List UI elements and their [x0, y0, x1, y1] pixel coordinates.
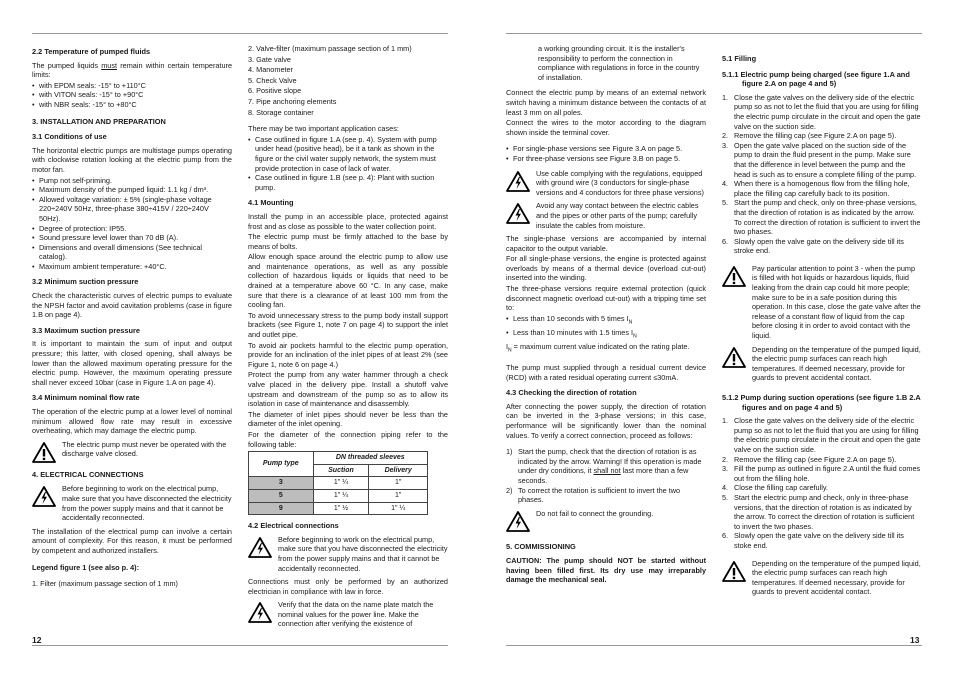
table-header-dn: DN threaded sleeves — [313, 452, 427, 465]
table-cell: 1" — [369, 477, 428, 490]
list-item: 5. Start the pump and check, only on three-phase versions, that the direction of rotation is as indicated by the arrow. To correct the direction of rotation is sufficient to invert the two phases. — [722, 198, 921, 237]
text: Start the pump and check, only on three-phase versions, that the direction of rotation is as indicated by the arrow. To correct the direction of rotation is sufficient to invert the two phases. — [734, 198, 921, 237]
warning-temperature-1 — [722, 345, 922, 383]
legend-item: 6. Positive slope — [248, 86, 302, 96]
para-cases: There may be two important application cases: — [248, 124, 399, 134]
legend-item: 8. Storage container — [248, 107, 314, 117]
list-item: 2) To correct the rotation is sufficient to invert the two phases. — [506, 485, 681, 505]
heading-4-2: 4.2 Electrical connections — [248, 521, 339, 531]
cases-list — [248, 135, 448, 193]
para-wires: Connect the wires to the motor according to the diagram shown inside the terminal cover. — [506, 118, 706, 137]
text: Start the electric pump and check, only in three-phase versions, that the direction of rotation is as indicated by the arrow. To correct the direction of rotation is sufficient to invert the two phases. — [734, 492, 915, 531]
table-cell: 9 — [249, 502, 314, 515]
table-header-type: Pump type — [249, 452, 314, 477]
list-item: 3. Open the gate valve placed on the suction side of the pump to drain the fluid present in the pump. Make sure that the difference in level between the pump and the head is such as to ensure a complete filling of the pump. — [722, 140, 917, 179]
para-three-phase: The three-phase versions require external protection (quick disconnect magnetic overload cut-out) with a tripping time set to: — [506, 284, 706, 313]
warning-electric-2 — [248, 535, 448, 573]
temperature-list — [32, 81, 232, 110]
list-item — [506, 314, 706, 328]
para-3-2: Check the characteristic curves of electric pumps to evaluate the NPSH factor and avoid cavitation problems (case in figure 1.B on page 4). — [32, 291, 232, 320]
warning-text: Depending on the temperature of the pumped liquid, the electric pump surfaces can reach high temperatures. If deemed necessary, provide for guards to prevent accidental contact. — [752, 344, 921, 383]
table-cell: 1" ½ — [313, 502, 369, 515]
text: Remove the filling cap (see Figure 2.A on page 5). — [734, 131, 897, 141]
list-item: 2. Remove the filling cap (see Figure 2.A on page 5). — [722, 454, 897, 464]
rotation-steps — [506, 447, 706, 505]
list-item — [506, 328, 706, 342]
list-item: • with NBR seals: -15° to +80°C — [32, 100, 232, 110]
table-header-delivery: Delivery — [369, 464, 428, 477]
para-mount-4: To avoid unnecessary stress to the pump body install support brackets (see Figure 1, note 7 on page 4) to support the inlet and outlet pipe. — [248, 310, 448, 340]
heading-3: 3. INSTALLATION AND PREPARATION — [32, 116, 166, 126]
warning-text: Pay particular attention to point 3 - when the pump is filled with hot liquids or hazardous liquids, fluid leaking from the drain cap could hit more people; make sure to be in a safe position during this operation. In this case, close the gate valve after the release of a constant flow of liquid from the cap before closing it in order to avoid contact with the liquid. — [752, 263, 921, 341]
electric-hazard-icon — [32, 486, 56, 507]
caution-text: CAUTION: The pump should NOT be started without having been filled first. Its dry use may irreparably damage the mechanical seal. — [506, 556, 706, 585]
heading-4-1: 4.1 Mounting — [248, 198, 294, 208]
text: Less than 10 seconds with 5 times I — [513, 313, 629, 323]
text-must: must — [101, 60, 118, 70]
list-item: 6. Slowly open the valve gate on the delivery side till its stroke end. — [722, 236, 904, 256]
list-item: 4. When there is a homogenous flow from the filling hole, place the filling cap carefully back to its position. — [722, 179, 910, 198]
table-row — [249, 489, 428, 502]
electric-hazard-icon — [506, 511, 530, 532]
text: = maximum current value indicated on the rating plate. — [511, 341, 690, 351]
para-capacitor: The single-phase versions are accompanied by internal capacitor to the output variable. — [506, 234, 706, 253]
para-2-2 — [32, 61, 232, 80]
warning-cable — [506, 169, 706, 198]
subscript: N — [633, 333, 637, 340]
right-top-rule — [506, 33, 922, 34]
text: To correct the rotation is sufficient to invert the two phases. — [518, 485, 681, 505]
table-row — [249, 502, 428, 515]
heading-5-1: 5.1 Filling — [722, 54, 757, 63]
text: Remove the filling cap (see Figure 2.A on page 5). — [734, 454, 897, 464]
warning-grounding — [506, 509, 706, 532]
heading-4: 4. ELECTRICAL CONNECTIONS — [32, 469, 144, 479]
list-item: 6. Slowly open the gate valve on the delivery side till its stoke end. — [722, 531, 904, 550]
filling-steps — [722, 93, 922, 256]
warning-avoid-contact — [506, 201, 706, 230]
heading-5-1-2: 5.1.2 Pump during suction operations (see figure 1.B 2.A figures and on page 4 and 5) — [722, 393, 921, 412]
list-item: • Degree of protection: IP55. — [32, 224, 232, 234]
right-bottom-rule — [506, 645, 922, 646]
electric-hazard-icon — [506, 171, 530, 192]
para-4: The installation of the electrical pump can involve a certain amount of complexity. For this reason, it must be performed by competent and authorized installers. — [32, 526, 232, 555]
para-in-definition — [506, 342, 706, 356]
warning-text: Before beginning to work on the electrical pump, make sure that you have disconnected the electricity from the power supply mains and that it cannot be accidentally reconnected. — [62, 484, 232, 523]
legend-item: 5. Check Valve — [248, 75, 297, 85]
heading-5: 5. COMMISSIONING — [506, 541, 576, 551]
warning-text: Use cable complying with the regulations, equipped with ground wire (3 conductors for single-phase versions and 4 conductors for three phase versions) — [536, 168, 704, 197]
legend-item: 7. Pipe anchoring elements — [248, 96, 337, 106]
text: Close the gate valves on the delivery side of the electric pump so as not to let the fluid that you are using for filling the electric pump circulate in the circuit and open the gate valve on the suction side. — [734, 416, 921, 454]
list-item: • For single-phase versions see Figure 3.A on page 5. — [506, 144, 706, 154]
subscript: N — [508, 347, 512, 354]
para-mount-2: The electric pump must be firmly attached to the base by means of bolts. — [248, 232, 448, 251]
column-4 — [722, 44, 922, 601]
table-cell: 1" ¼ — [313, 489, 369, 502]
legend-item: 2. Valve-filter (maximum passage section of 1 mm) — [248, 44, 412, 53]
list-item: • Pump not self-priming. — [32, 176, 232, 186]
text: Fill the pump as outlined in figure 2.A until the fluid comes out from the filling hole. — [734, 464, 921, 483]
electric-hazard-icon — [248, 602, 272, 623]
list-item: • Sound pressure level lower than 70 dB (A). — [32, 233, 232, 243]
heading-5-1-1: 5.1.1 Electric pump being charged (see figure 1.A and figure 2.A on page 4 and 5) — [722, 69, 910, 89]
electric-hazard-icon — [248, 537, 272, 558]
versions-list — [506, 144, 706, 163]
text: Open the gate valve placed on the suction side of the pump to drain the fluid present in the pump. Make sure that the difference in level between the pump and the head is such as to ensure a complete filling of the pump. — [734, 140, 917, 179]
list-item: • Case outlined in figure 1.A (see p. 4). System with pump under head (positive head), be it a tank as shown in the figure or the civil water supply network, the system must provide protection in case of lack of water. — [248, 135, 448, 173]
list-item: • Case outlined in figure 1.B (see p. 4): Plant with suction pump. — [248, 173, 448, 192]
list-item: • Allowed voltage variation: ± 5% (single-phase voltage 220÷240V 50Hz, three-phase 380÷415V / 220÷240V 50Hz). — [32, 195, 232, 224]
text: Start the pump, check that the direction of rotation is as indicated by the arrow. Warning! If this operation is made under dry conditions, it — [518, 447, 702, 476]
suction-steps — [722, 416, 922, 550]
list-item: 1. Close the gate valves on the delivery side of the electric pump so as not to let the fluid that you are using for filling the electric pump circulate in the circuit and open the gate valve on the suction side. — [722, 92, 921, 131]
column-3 — [506, 44, 706, 586]
list-item: • with VITON seals: -15° to +90°C — [32, 90, 232, 100]
text: Slowly open the gate valve on the delivery side till its stoke end. — [734, 531, 904, 550]
electric-hazard-icon — [506, 203, 530, 224]
warning-icon — [722, 266, 746, 287]
para-switch: Connect the electric pump by means of an external network switch having a minimum distance between the contacts of at least 3 mm on all poles. — [506, 88, 706, 117]
warning-temperature-2 — [722, 559, 922, 597]
list-item: 5. Start the electric pump and check, only in three-phase versions, that the direction of rotation is as indicated by the arrow. To correct the direction of rotation is sufficient to invert the two phases. — [722, 492, 915, 531]
text: Close the gate valves on the delivery side of the electric pump so as not to let the fluid that you are using for filling the electric pump circulate in the circuit and open the gate valve on the suction side. — [734, 92, 921, 131]
list-item: • Dimensions and overall dimensions (See technical catalog). — [32, 243, 232, 262]
legend-item: 3. Gate valve — [248, 54, 291, 64]
legend-list — [248, 44, 448, 117]
column-1 — [32, 44, 232, 590]
table-row — [249, 477, 428, 490]
legend-title: Legend figure 1 (see also p. 4): — [32, 562, 140, 572]
warning-icon — [722, 561, 746, 582]
text-shall-not: shall not — [593, 466, 621, 476]
page-number-left: 12 — [32, 635, 42, 645]
table-cell: 3 — [249, 477, 314, 490]
left-top-rule — [32, 33, 448, 34]
list-item: 2. Remove the filling cap (see Figure 2.A on page 5). — [722, 131, 897, 141]
list-item: 3. Fill the pump as outlined in figure 2.A until the fluid comes out from the filling hole. — [722, 464, 921, 483]
pipe-diameter-table — [248, 451, 428, 515]
text: remain within certain temperature limits: — [32, 60, 233, 80]
heading-2-2: 2.2 Temperature of pumped fluids — [32, 47, 151, 56]
table-cell: 1" ¼ — [313, 477, 369, 490]
list-item: • Maximum ambient temperature: +40°C. — [32, 262, 232, 272]
legend-item: 4. Manometer — [248, 65, 294, 75]
left-bottom-rule — [32, 645, 448, 646]
para-mount-5: To avoid air pockets harmful to the electric pump operation, provide for an inclination of the inlet pipes of at least 2% (see Figure 1, note 6 on page 4.) — [248, 340, 448, 369]
list-item: • For three-phase versions see Figure 3.B on page 5. — [506, 154, 706, 164]
warning-icon — [32, 442, 56, 463]
heading-3-1: 3.1 Conditions of use — [32, 132, 107, 142]
para-rcd: The pump must supplied through a residual current device (RCD) with a rated residual operating current ≤30mA. — [506, 362, 706, 382]
heading-3-4: 3.4 Minimum nominal flow rate — [32, 393, 140, 403]
warning-point-3 — [722, 264, 922, 341]
warning-text: Depending on the temperature of the pumped liquid, the electric pump surfaces can reach high temperatures. If deemed necessary, provide for guards to prevent accidental contact. — [752, 558, 921, 597]
para-mount-7: The diameter of inlet pipes should never be less than the diameter of the inlet opening. — [248, 409, 448, 429]
warning-electric — [32, 484, 232, 522]
warning-verify — [248, 600, 448, 629]
conditions-list — [32, 176, 232, 272]
text: The pumped liquids — [32, 60, 102, 70]
warning-continuation: a working grounding circuit. It is the installer's responsibility to perform the connection in compliance with regulations in force in the country of installation. — [538, 44, 700, 82]
table-cell: 1" — [369, 489, 428, 502]
warning-text: Verify that the data on the name plate match the nominal values for the power line. Make the connection after verifying the existence of — [278, 600, 434, 629]
text: When there is a homogenous flow from the filling hole, place the filling cap carefully back to its position. — [734, 179, 910, 198]
list-item: 1. Close the gate valves on the delivery side of the electric pump so as not to let the fluid that you are using for filling the electric pump circulate in the circuit and open the gate valve on the suction side. — [722, 416, 921, 454]
para-3-1: The horizontal electric pumps are multistage pumps operating with clockwise rotation looking at the electric pump from the motor fan. — [32, 145, 232, 174]
table-cell: 5 — [249, 489, 314, 502]
heading-4-3: 4.3 Checking the direction of rotation — [506, 388, 637, 398]
para-mount-3: Allow enough space around the electric pump to allow use and maintenance operations, as well as any possible collection of hazardous liquids or liquids that need to be drained at a temperature above 60 °C. In any case, make sure that there is a clearance of at least 100 mm from the cooling fan. — [248, 252, 448, 310]
warning-dry-run — [32, 440, 232, 463]
warning-text: Before beginning to work on the electrical pump, make sure that you have disconnected the electricity from the power supply mains and that it cannot be accidentally reconnected. — [278, 534, 448, 573]
list-item: • Maximum density of the pumped liquid: 1.1 kg / dm³. — [32, 185, 232, 195]
para-mount-1: Install the pump in an accessible place, protected against frost and as close as possible to the water collection point. — [248, 211, 448, 231]
text: Slowly open the valve gate on the delivery side till its stroke end. — [734, 236, 904, 256]
table-header-suction: Suction — [313, 464, 369, 477]
page-number-right: 13 — [910, 635, 920, 645]
warning-text: Avoid any way contact between the electric cables and the pipes or other parts of the pump; carefully insulate the cables from moisture. — [536, 201, 699, 230]
warning-text: Do not fail to connect the grounding. — [536, 508, 654, 518]
list-item: 4. Close the filling cap carefully. — [722, 483, 828, 493]
text: Close the filling cap carefully. — [734, 483, 828, 493]
para-connections: Connections must only be performed by an authorized electrician in compliance with law in force. — [248, 577, 448, 596]
list-item: 1) Start the pump, check that the direction of rotation is as indicated by the arrow. Warning! If this operation is made under dry conditions, it shall not last more than a few seconds. — [506, 447, 702, 485]
tripping-list — [506, 314, 706, 342]
text: last more than a few seconds. — [518, 466, 689, 485]
text: Less than 10 minutes with 1.5 times I — [513, 327, 634, 337]
warning-text: The electric pump must never be operated with the discharge valve closed. — [62, 439, 227, 459]
column-2 — [248, 44, 448, 633]
para-3-3: It is important to maintain the sum of input and output pressure; this latter, with closed opening, shall always be lower than the allowed maximum operating pressure for the electric pump. However, the maximum operating pressure shall never exceed 10bar (case in Figure 1.A on page 4). — [32, 339, 232, 387]
heading-3-2: 3.2 Minimum suction pressure — [32, 277, 139, 287]
para-overload: For all single-phase versions, the engine is protected against overloads by means of a thermal device (overload cut-out) inserted into the winding. — [506, 254, 706, 283]
para-rotation: After connecting the power supply, the direction of rotation can be inverted in the 3-phase versions; in this case, performance will be significantly lower than the nominal values. To verify a correct connection, proceed as follows: — [506, 401, 706, 440]
para-mount-8: For the diameter of the connection piping refer to the following table: — [248, 429, 448, 449]
text: I — [506, 341, 509, 351]
list-item: • with EPDM seals: -15° to +110°C — [32, 81, 232, 91]
heading-3-3: 3.3 Maximum suction pressure — [32, 325, 141, 335]
warning-icon — [722, 347, 746, 368]
para-mount-6: Protect the pump from any water hammer through a check valve placed in the delivery pipe. Install a shutoff valve upstream and downstream of the pump so as to allow its isolation in case of maintenance and disassembly. — [248, 370, 448, 409]
legend-item-1: 1. Filter (maximum passage section of 1 mm) — [32, 579, 178, 589]
table-cell: 1" ¼ — [369, 502, 428, 515]
para-3-4: The operation of the electric pump at a lower level of nominal minimum allowed flow rate may result in excessive overheating, which may damage the electric pump. — [32, 407, 232, 436]
subscript: N — [628, 319, 633, 326]
